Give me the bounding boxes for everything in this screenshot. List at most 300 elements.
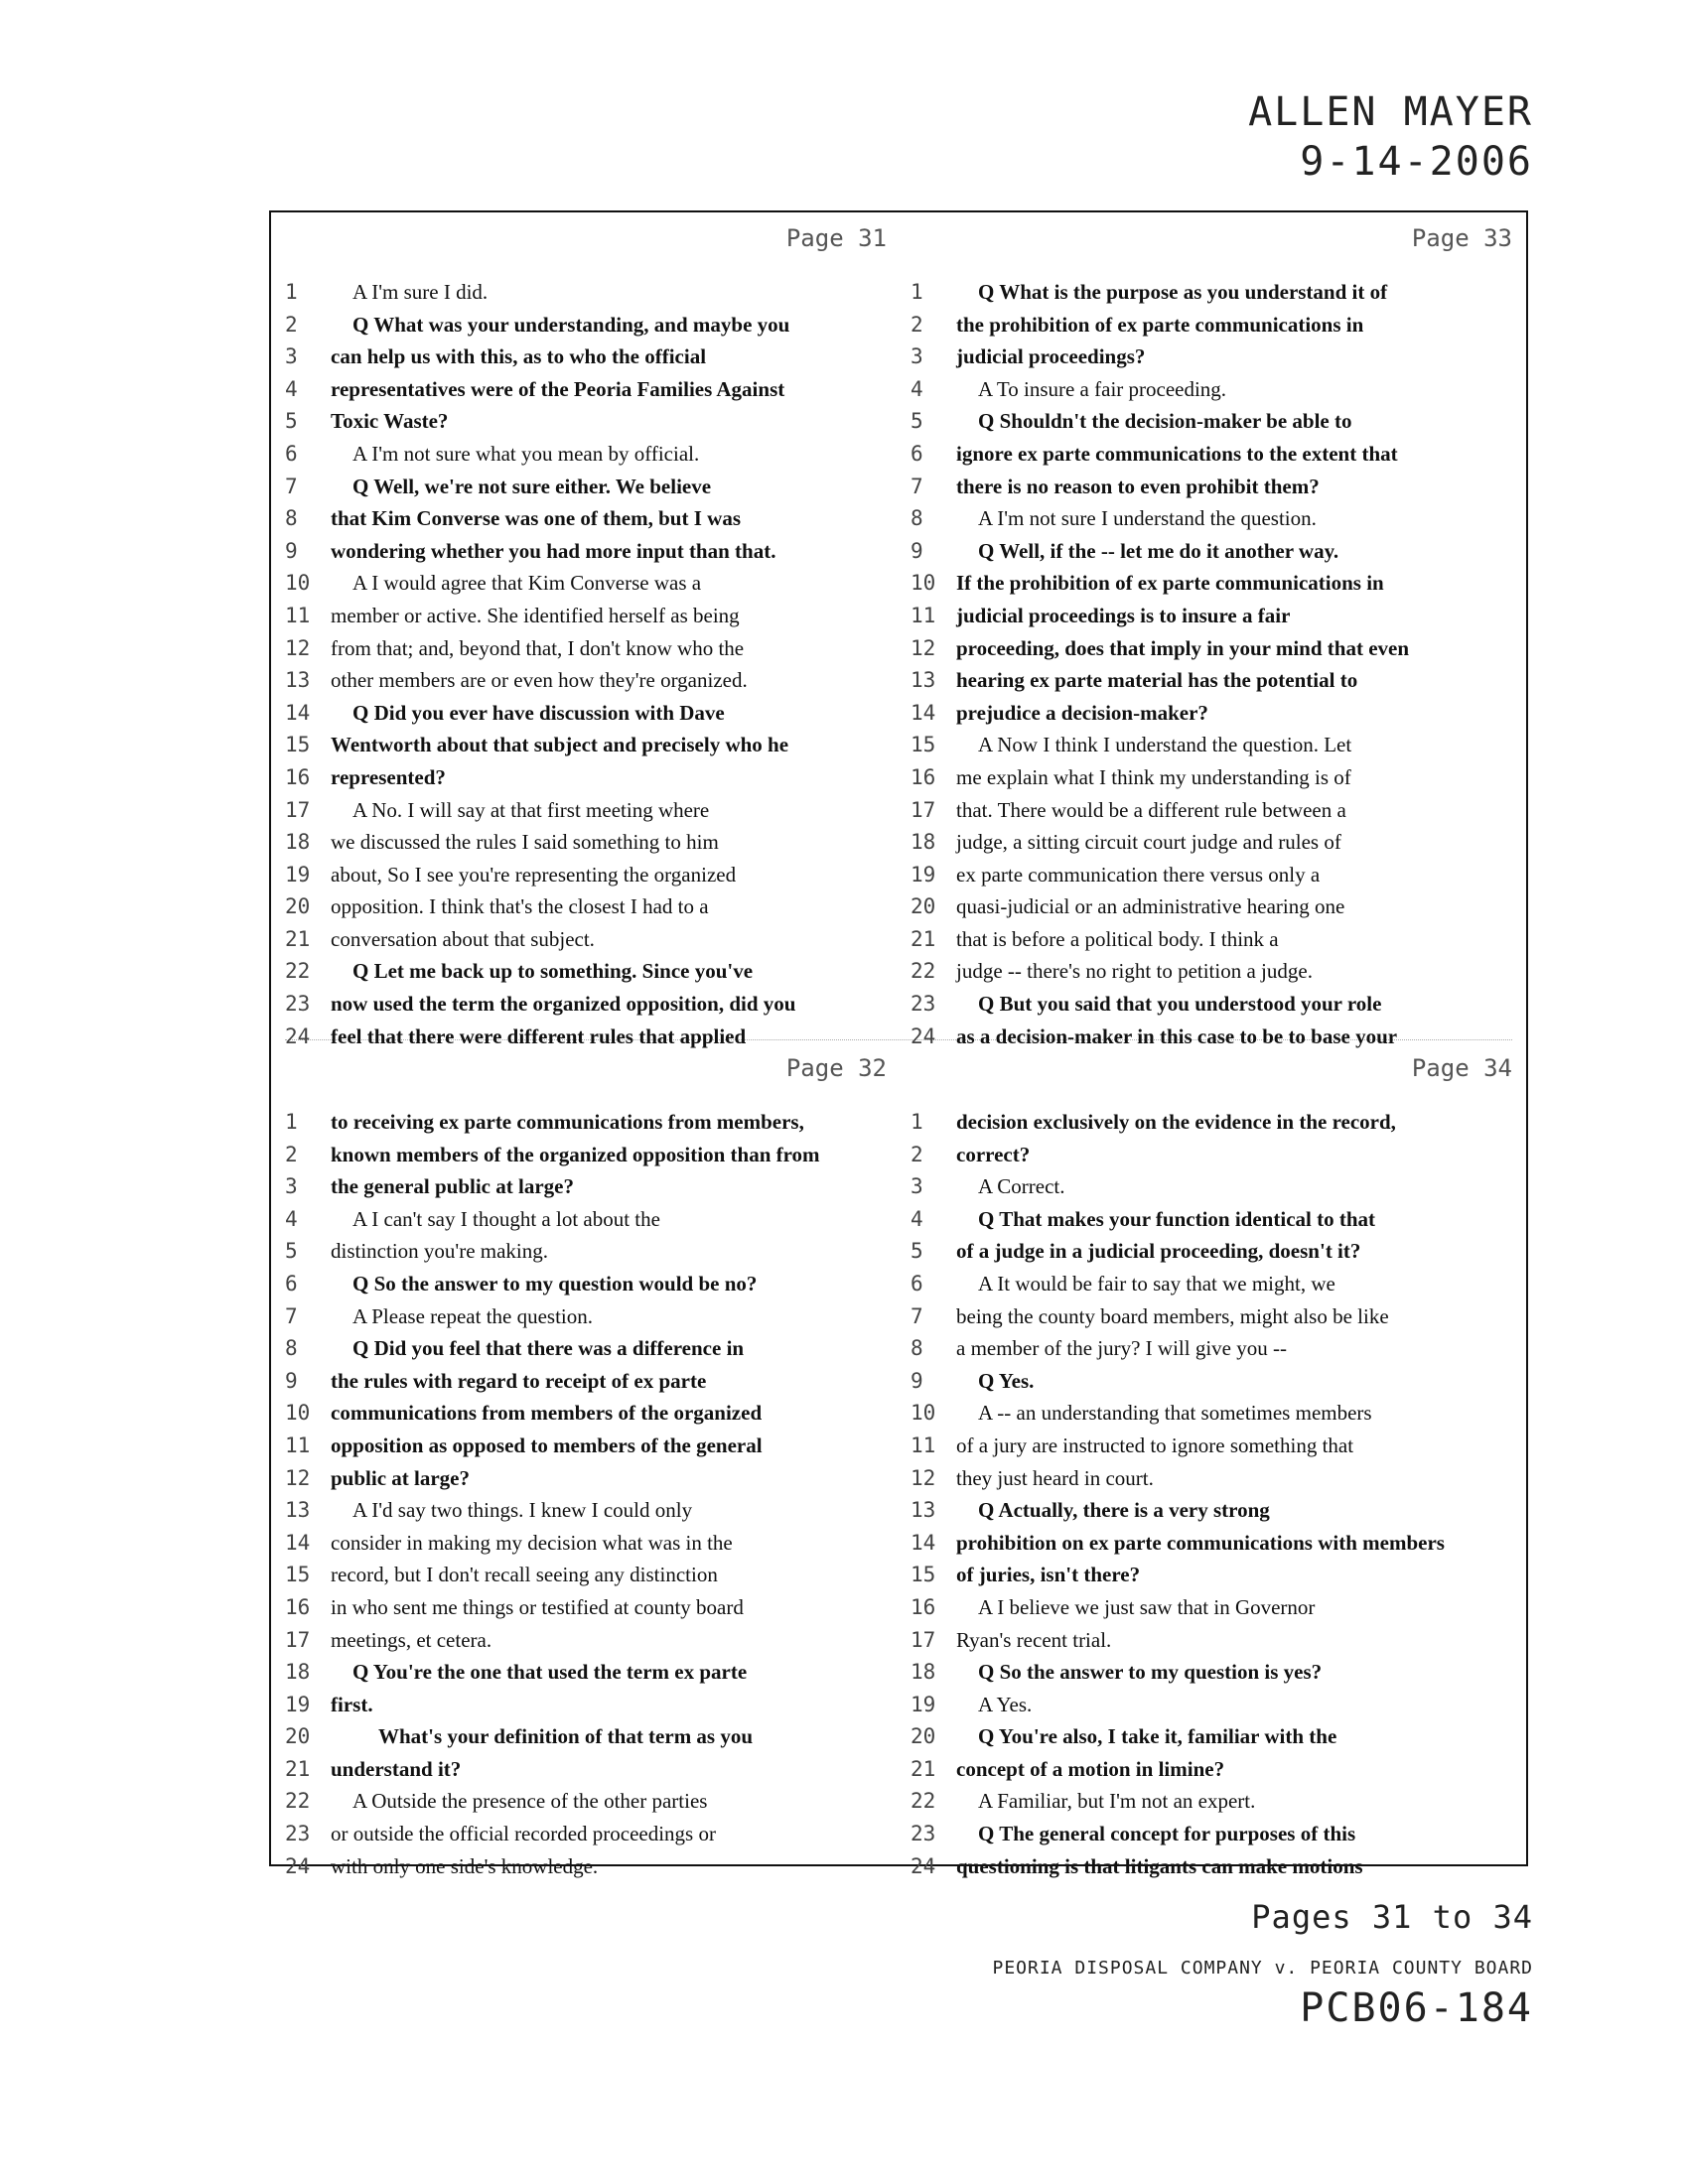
line-text: ex parte communication there versus only a	[956, 862, 1321, 887]
case-caption: PEORIA DISPOSAL COMPANY v. PEORIA COUNTY BOARD	[992, 1958, 1533, 1979]
transcript-line	[901, 1689, 1516, 1721]
line-text: Q Actually, there is a very strong	[978, 1498, 1270, 1523]
line-number: 15	[911, 1563, 936, 1587]
line-number: 17	[285, 797, 311, 822]
line-text: A Please repeat the question.	[352, 1303, 594, 1328]
transcript-line	[901, 632, 1516, 665]
transcript-line	[275, 1591, 891, 1624]
line-text: to receiving ex parte communications from members,	[331, 1110, 804, 1134]
transcript-line	[901, 341, 1516, 373]
transcript-line	[901, 1785, 1516, 1818]
transcript-line	[275, 1494, 891, 1527]
line-text: that Kim Converse was one of them, but I was	[331, 506, 741, 531]
line-text: A I would agree that Kim Converse was a	[352, 571, 702, 596]
line-number: 8	[911, 1336, 923, 1361]
line-number: 14	[285, 1530, 311, 1555]
line-text: me explain what I think my understanding is of	[956, 764, 1351, 789]
transcript-line	[275, 438, 891, 471]
line-text: A Familiar, but I'm not an expert.	[978, 1789, 1256, 1814]
line-text: that is before a political body. I think a	[956, 926, 1279, 951]
transcript-line	[901, 1365, 1516, 1398]
line-text: that. There would be a different rule between a	[956, 797, 1346, 822]
line-number: 17	[911, 1627, 936, 1652]
line-number: 6	[285, 1271, 298, 1296]
line-text: Q Did you feel that there was a difference in	[352, 1336, 745, 1361]
line-number: 20	[911, 894, 936, 919]
line-text: Q So the answer to my question is yes?	[978, 1660, 1323, 1685]
case-number: PCB06-184	[1300, 1985, 1533, 2031]
page-range: Pages 31 to 34	[1251, 1898, 1533, 1936]
line-text: Q Did you ever have discussion with Dave	[352, 700, 725, 725]
line-text: wondering whether you had more input than that.	[331, 538, 776, 563]
line-text: conversation about that subject.	[331, 926, 595, 951]
line-text: there is no reason to even prohibit them?	[956, 474, 1320, 498]
line-text: A I'd say two things. I knew I could only	[352, 1498, 693, 1523]
line-number: 6	[911, 1271, 923, 1296]
line-number: 8	[285, 506, 298, 531]
line-text: of a judge in a judicial proceeding, doesn't it?	[956, 1239, 1361, 1264]
line-number: 2	[285, 1142, 298, 1166]
transcript-line	[901, 1139, 1516, 1171]
line-text: prejudice a decision-maker?	[956, 700, 1208, 725]
transcript-line	[901, 794, 1516, 827]
line-number: 17	[285, 1627, 311, 1652]
line-number: 21	[911, 926, 936, 951]
transcript-page-33	[901, 216, 1516, 1048]
line-number: 5	[911, 1239, 923, 1264]
deposition-date: 9-14-2006	[1300, 139, 1533, 185]
transcript-line	[901, 373, 1516, 406]
line-text: public at large?	[331, 1465, 470, 1490]
line-number: 10	[911, 1401, 936, 1426]
line-number: 20	[285, 894, 311, 919]
line-number: 13	[285, 1498, 311, 1523]
line-number: 22	[911, 1789, 936, 1814]
line-text: A Yes.	[978, 1692, 1033, 1716]
transcript-line	[901, 1462, 1516, 1495]
line-text: A No. I will say at that first meeting where	[352, 797, 710, 822]
transcript-line	[275, 309, 891, 341]
transcript-line	[275, 1818, 891, 1850]
line-text: the general public at large?	[331, 1174, 574, 1199]
line-text: A I can't say I thought a lot about the	[352, 1206, 660, 1231]
transcript-line	[901, 1656, 1516, 1689]
transcript-line	[901, 276, 1516, 309]
line-number: 5	[285, 409, 298, 434]
line-text: Q Well, if the -- let me do it another way.	[978, 538, 1339, 563]
transcript-line	[275, 567, 891, 600]
transcript-line	[275, 1139, 891, 1171]
transcript-line	[901, 1720, 1516, 1753]
line-number: 7	[911, 474, 923, 498]
transcript-line	[275, 729, 891, 761]
transcript-page-31	[275, 216, 891, 1048]
line-text: Wentworth about that subject and precisely who he	[331, 733, 789, 757]
transcript-line	[275, 1785, 891, 1818]
line-number: 12	[911, 1465, 936, 1490]
line-text: A Correct.	[978, 1174, 1065, 1199]
line-number: 10	[285, 1401, 311, 1426]
transcript-frame	[269, 210, 1528, 1878]
line-text: A To insure a fair proceeding.	[978, 376, 1227, 401]
transcript-line	[901, 1624, 1516, 1657]
transcript-line	[275, 1720, 891, 1753]
transcript-line	[901, 890, 1516, 923]
line-text: represented?	[331, 764, 446, 789]
line-number: 18	[285, 830, 311, 855]
line-number: 4	[285, 1206, 298, 1231]
line-text: Q What is the purpose as you understand it of	[978, 280, 1388, 304]
transcript-line	[901, 1494, 1516, 1527]
line-number: 23	[285, 1822, 311, 1846]
transcript-line	[901, 567, 1516, 600]
line-number: 1	[285, 1110, 298, 1134]
transcript-line	[275, 1462, 891, 1495]
transcript-line	[901, 405, 1516, 438]
line-number: 23	[911, 992, 936, 1017]
line-number: 5	[285, 1239, 298, 1264]
transcript-line	[901, 1559, 1516, 1591]
page-label: Page 32	[785, 1054, 887, 1082]
transcript-line	[901, 761, 1516, 794]
transcript-line	[901, 697, 1516, 730]
transcript-line	[275, 1850, 891, 1883]
transcript-line	[901, 859, 1516, 891]
line-text: What's your definition of that term as you	[378, 1724, 754, 1749]
deponent-name: ALLEN MAYER	[1248, 89, 1533, 135]
line-text: as a decision-maker in this case to be to base your	[956, 1024, 1398, 1048]
line-number: 16	[911, 1594, 936, 1619]
line-text: opposition. I think that's the closest I had to a	[331, 894, 709, 919]
transcript-line	[275, 1235, 891, 1268]
transcript-line	[901, 438, 1516, 471]
line-number: 8	[911, 506, 923, 531]
transcript-page-34	[901, 1046, 1516, 1878]
line-number: 14	[911, 700, 936, 725]
line-text: ignore ex parte communications to the extent that	[956, 441, 1398, 466]
line-text: representatives were of the Peoria Families Against	[331, 376, 785, 401]
line-text: quasi-judicial or an administrative hearing one	[956, 894, 1345, 919]
line-text: about, So I see you're representing the organized	[331, 862, 737, 887]
transcript-line	[901, 1268, 1516, 1300]
line-number: 13	[285, 668, 311, 693]
line-text: Toxic Waste?	[331, 409, 449, 434]
line-text: now used the term the organized opposition, did you	[331, 992, 796, 1017]
line-number: 12	[285, 635, 311, 660]
line-number: 19	[285, 862, 311, 887]
line-number: 5	[911, 409, 923, 434]
transcript-line	[275, 1397, 891, 1430]
line-text: Q The general concept for purposes of this	[978, 1822, 1356, 1846]
line-number: 3	[285, 1174, 298, 1199]
transcript-line	[275, 761, 891, 794]
line-number: 22	[911, 959, 936, 984]
transcript-line	[901, 923, 1516, 956]
transcript-line	[275, 988, 891, 1021]
line-number: 21	[285, 1756, 311, 1781]
transcript-line	[901, 309, 1516, 341]
line-text: judge, a sitting circuit court judge and rules of	[956, 830, 1341, 855]
line-number: 18	[285, 1660, 311, 1685]
line-number: 12	[285, 1465, 311, 1490]
transcript-line	[901, 664, 1516, 697]
line-text: decision exclusively on the evidence in the record,	[956, 1110, 1396, 1134]
transcript-page-32	[275, 1046, 891, 1878]
transcript-line	[901, 1203, 1516, 1236]
transcript-line	[275, 826, 891, 859]
line-number: 4	[285, 376, 298, 401]
page-label: Page 33	[1411, 224, 1512, 252]
transcript-line	[275, 664, 891, 697]
line-number: 20	[285, 1724, 311, 1749]
line-number: 19	[911, 862, 936, 887]
transcript-line	[275, 923, 891, 956]
line-text: judge -- there's no right to petition a judge.	[956, 959, 1313, 984]
transcript-line	[275, 1656, 891, 1689]
line-text: Q You're also, I take it, familiar with the	[978, 1724, 1337, 1749]
line-number: 18	[911, 830, 936, 855]
line-text: record, but I don't recall seeing any distinction	[331, 1563, 718, 1587]
transcript-line	[275, 373, 891, 406]
line-text: A Now I think I understand the question. Let	[978, 733, 1352, 757]
transcript-line	[901, 1106, 1516, 1139]
line-text: Q Let me back up to something. Since you've	[352, 959, 754, 984]
transcript-line	[901, 1235, 1516, 1268]
line-text: a member of the jury? I will give you --	[956, 1336, 1287, 1361]
line-text: consider in making my decision what was in the	[331, 1530, 733, 1555]
transcript-line	[901, 955, 1516, 988]
transcript-line	[275, 1753, 891, 1786]
line-number: 9	[911, 538, 923, 563]
line-number: 22	[285, 1789, 311, 1814]
line-text: with only one side's knowledge.	[331, 1853, 599, 1878]
transcript-line	[275, 955, 891, 988]
transcript-line	[275, 794, 891, 827]
line-number: 7	[285, 474, 298, 498]
line-number: 15	[285, 1563, 311, 1587]
line-text: A Outside the presence of the other parties	[352, 1789, 708, 1814]
line-text: correct?	[956, 1142, 1031, 1166]
line-text: feel that there were different rules that applied	[331, 1024, 747, 1048]
transcript-line	[275, 1430, 891, 1462]
transcript-line	[275, 341, 891, 373]
line-text: from that; and, beyond that, I don't know who the	[331, 635, 745, 660]
line-number: 1	[911, 1110, 923, 1134]
line-number: 3	[911, 344, 923, 369]
line-text: or outside the official recorded proceedings or	[331, 1822, 716, 1846]
transcript-line	[901, 600, 1516, 632]
line-text: Q You're the one that used the term ex parte	[352, 1660, 748, 1685]
line-text: can help us with this, as to who the official	[331, 344, 707, 369]
transcript-line	[275, 1559, 891, 1591]
line-number: 16	[285, 764, 311, 789]
line-text: judicial proceedings is to insure a fair	[956, 603, 1291, 627]
page-label: Page 31	[785, 224, 887, 252]
transcript-line	[901, 535, 1516, 568]
line-text: meetings, et cetera.	[331, 1627, 492, 1652]
transcript-line	[275, 405, 891, 438]
transcript-line	[901, 471, 1516, 503]
line-number: 9	[285, 538, 298, 563]
line-number: 21	[285, 926, 311, 951]
transcript-line	[901, 988, 1516, 1021]
transcript-line	[275, 1268, 891, 1300]
line-text: questioning is that litigants can make motions	[956, 1853, 1363, 1878]
line-number: 1	[285, 280, 298, 304]
transcript-line	[275, 1527, 891, 1560]
line-number: 7	[285, 1303, 298, 1328]
line-number: 14	[285, 700, 311, 725]
line-number: 8	[285, 1336, 298, 1361]
line-number: 7	[911, 1303, 923, 1328]
line-number: 17	[911, 797, 936, 822]
transcript-line	[275, 600, 891, 632]
line-text: understand it?	[331, 1756, 462, 1781]
transcript-line	[275, 1332, 891, 1365]
line-text: Q So the answer to my question would be no?	[352, 1271, 758, 1296]
line-number: 16	[285, 1594, 311, 1619]
line-text: A I'm sure I did.	[352, 280, 489, 304]
line-number: 24	[911, 1024, 936, 1048]
line-number: 9	[911, 1368, 923, 1393]
line-text: of a jury are instructed to ignore something that	[956, 1433, 1354, 1457]
line-text: member or active. She identified herself as being	[331, 603, 740, 627]
line-text: opposition as opposed to members of the general	[331, 1433, 763, 1457]
line-number: 1	[911, 280, 923, 304]
line-number: 11	[911, 1433, 936, 1457]
line-text: of juries, isn't there?	[956, 1563, 1141, 1587]
line-text: Q Well, we're not sure either. We believe	[352, 474, 712, 498]
transcript-line	[275, 632, 891, 665]
transcript-line	[275, 1365, 891, 1398]
line-number: 2	[285, 312, 298, 337]
line-text: proceeding, does that imply in your mind that even	[956, 635, 1410, 660]
transcript-line	[901, 1332, 1516, 1365]
line-number: 15	[911, 733, 936, 757]
line-number: 4	[911, 1206, 923, 1231]
line-text: the prohibition of ex parte communications in	[956, 312, 1364, 337]
transcript-line	[901, 1397, 1516, 1430]
line-number: 20	[911, 1724, 936, 1749]
line-number: 16	[911, 764, 936, 789]
line-number: 9	[285, 1368, 298, 1393]
transcript-line	[901, 729, 1516, 761]
line-text: judicial proceedings?	[956, 344, 1146, 369]
line-number: 2	[911, 312, 923, 337]
line-text: A I believe we just saw that in Governor	[978, 1594, 1316, 1619]
transcript-line	[901, 1430, 1516, 1462]
transcript-line	[275, 1170, 891, 1203]
line-number: 3	[911, 1174, 923, 1199]
line-text: Q Shouldn't the decision-maker be able to	[978, 409, 1352, 434]
line-text: we discussed the rules I said something to him	[331, 830, 719, 855]
transcript-line	[275, 890, 891, 923]
line-number: 10	[911, 571, 936, 596]
transcript-line	[901, 502, 1516, 535]
line-text: If the prohibition of ex parte communications in	[956, 571, 1384, 596]
line-number: 24	[911, 1853, 936, 1878]
line-number: 18	[911, 1660, 936, 1685]
transcript-line	[901, 1753, 1516, 1786]
transcript-line	[275, 535, 891, 568]
line-number: 24	[285, 1024, 311, 1048]
line-text: A -- an understanding that sometimes members	[978, 1401, 1372, 1426]
transcript-line	[901, 1527, 1516, 1560]
transcript-line	[901, 1170, 1516, 1203]
line-number: 23	[285, 992, 311, 1017]
page-label: Page 34	[1411, 1054, 1512, 1082]
line-text: other members are or even how they're organized.	[331, 668, 748, 693]
transcript-line	[901, 1300, 1516, 1333]
line-text: A I'm not sure I understand the question.	[978, 506, 1317, 531]
line-number: 11	[911, 603, 936, 627]
line-number: 15	[285, 733, 311, 757]
line-number: 6	[285, 441, 298, 466]
transcript-line	[275, 697, 891, 730]
line-text: first.	[331, 1692, 373, 1716]
transcript-lines	[275, 1106, 891, 1882]
line-number: 4	[911, 376, 923, 401]
line-text: the rules with regard to receipt of ex parte	[331, 1368, 707, 1393]
transcript-line	[275, 859, 891, 891]
line-text: being the county board members, might also be like	[956, 1303, 1389, 1328]
line-text: they just heard in court.	[956, 1465, 1154, 1490]
line-text: hearing ex parte material has the potential to	[956, 668, 1358, 693]
transcript-line	[275, 1300, 891, 1333]
line-text: Q That makes your function identical to that	[978, 1206, 1376, 1231]
transcript-line	[275, 276, 891, 309]
line-number: 19	[911, 1692, 936, 1716]
line-text: Q Yes.	[978, 1368, 1035, 1393]
transcript-line	[275, 471, 891, 503]
transcript-lines	[901, 1106, 1516, 1882]
transcript-line	[275, 1106, 891, 1139]
transcript-line	[901, 1818, 1516, 1850]
line-number: 11	[285, 603, 311, 627]
line-text: Q But you said that you understood your role	[978, 992, 1382, 1017]
line-text: A I'm not sure what you mean by official.	[352, 441, 700, 466]
transcript-line	[275, 1203, 891, 1236]
line-number: 2	[911, 1142, 923, 1166]
line-text: in who sent me things or testified at county board	[331, 1594, 744, 1619]
line-text: distinction you're making.	[331, 1239, 549, 1264]
line-number: 13	[911, 1498, 936, 1523]
transcript-line	[901, 1850, 1516, 1883]
line-number: 10	[285, 571, 311, 596]
line-number: 14	[911, 1530, 936, 1555]
line-number: 21	[911, 1756, 936, 1781]
line-number: 12	[911, 635, 936, 660]
line-number: 24	[285, 1853, 311, 1878]
line-text: known members of the organized opposition than from	[331, 1142, 820, 1166]
line-text: A It would be fair to say that we might, we	[978, 1271, 1335, 1296]
line-number: 19	[285, 1692, 311, 1716]
line-text: prohibition on ex parte communications with members	[956, 1530, 1445, 1555]
transcript-line	[901, 1591, 1516, 1624]
line-number: 23	[911, 1822, 936, 1846]
transcript-line	[275, 502, 891, 535]
line-text: communications from members of the organized	[331, 1401, 763, 1426]
line-number: 6	[911, 441, 923, 466]
line-text: Q What was your understanding, and maybe you	[352, 312, 790, 337]
line-number: 11	[285, 1433, 311, 1457]
transcript-line	[901, 826, 1516, 859]
line-number: 22	[285, 959, 311, 984]
transcript-line	[275, 1689, 891, 1721]
transcript-lines	[901, 276, 1516, 1052]
line-text: concept of a motion in limine?	[956, 1756, 1225, 1781]
line-number: 13	[911, 668, 936, 693]
